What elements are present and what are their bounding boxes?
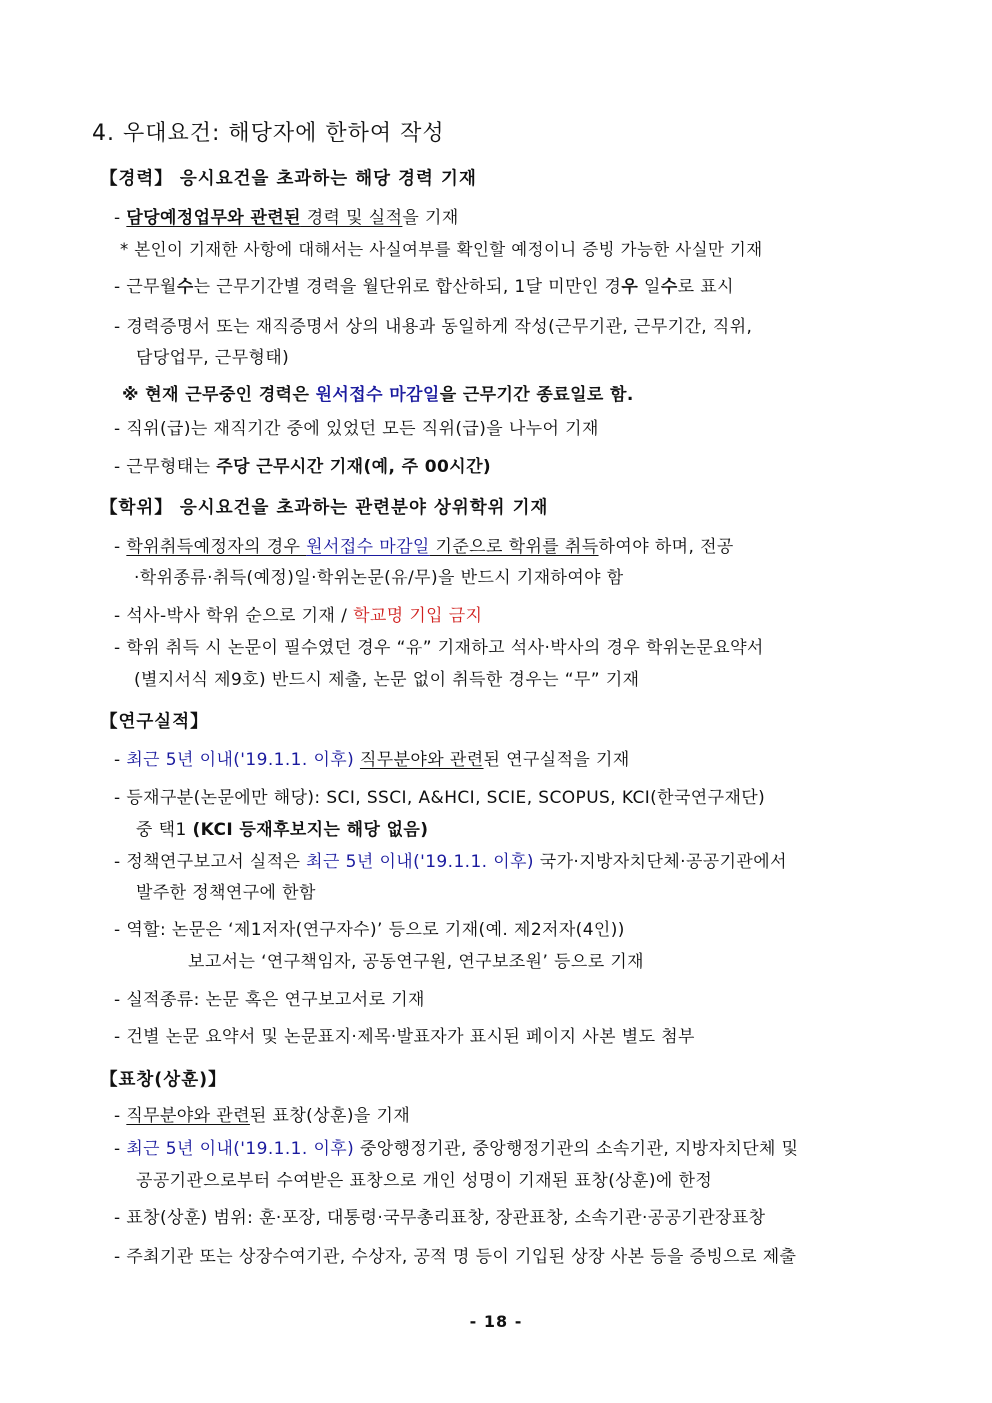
degree-line-4: - 학위 취득 시 논문이 필수였던 경우 “유” 기재하고 석사·박사의 경우 학위논문요약서	[114, 638, 764, 658]
deadline-highlight: 원서접수 마감일	[315, 385, 440, 405]
research-line-8: - 실적종류: 논문 혹은 연구보고서로 기재	[114, 990, 425, 1010]
award-line-5: - 주최기관 또는 상장수여기관, 수상자, 공적 명 등이 기입된 상장 사본 등을 증빙으로 제출	[114, 1247, 797, 1267]
career-heading: 【경력】 응시요건을 초과하는 해당 경력 기재	[100, 169, 477, 189]
school-name-forbidden: 학교명 기입 금지	[353, 606, 483, 626]
page-number: - 18 -	[469, 1312, 523, 1331]
degree-line-2: ·학위종류·취득(예정)일·학위논문(유/무)을 반드시 기재하여야 함	[134, 568, 624, 588]
career-duty-underlined: 담당예정업무와 관련된	[126, 208, 301, 228]
degree-line-3: - 석사-박사 학위 순으로 기재 / 학교명 기입 금지	[114, 606, 483, 626]
career-line-1: - 담당예정업무와 관련된 경력 및 실적을 기재	[114, 208, 459, 228]
section-title: 4. 우대요건: 해당자에 한하여 작성	[92, 121, 445, 146]
award-line-3: 공공기관으로부터 수여받은 표창으로 개인 성명이 기재된 표창(상훈)에 한정	[136, 1171, 713, 1191]
career-line-3: - 근무월수는 근무기간별 경력을 월단위로 합산하되, 1달 미만인 경우 일수로 표시	[114, 277, 734, 297]
research-line-4: - 정책연구보고서 실적은 최근 5년 이내('19.1.1. 이후) 국가·지방자치단체·공공기관에서	[114, 852, 787, 872]
research-line-2: - 등재구분(논문에만 해당): SCI, SSCI, A&HCI, SCIE, SCOPUS, KCI(한국연구재단)	[114, 788, 766, 808]
research-heading: 【연구실적】	[100, 712, 209, 732]
research-line-3: 중 택1 (KCI 등재후보지는 해당 없음)	[136, 820, 429, 840]
research-line-9: - 건별 논문 요약서 및 논문표지·제목·발표자가 표시된 페이지 사본 별도 첨부	[114, 1027, 695, 1047]
career-line-4: - 경력증명서 또는 재직증명서 상의 내용과 동일하게 작성(근무기관, 근무기간, 직위,	[114, 317, 753, 337]
career-notice: ※ 현재 근무중인 경력은 원서접수 마감일을 근무기간 종료일로 함.	[122, 385, 634, 405]
research-line-6: - 역할: 논문은 ‘제1저자(연구자수)’ 등으로 기재(예. 제2저자(4인))	[114, 920, 625, 940]
degree-deadline-highlight: 원서접수 마감일	[306, 537, 430, 557]
award-line-4: - 표창(상훈) 범위: 훈·포장, 대통령·국무총리표창, 장관표창, 소속기관·공공기관장표창	[114, 1208, 766, 1228]
award-heading: 【표창(상훈)】	[100, 1070, 227, 1090]
award-line-1: - 직무분야와 관련된 표창(상훈)을 기재	[114, 1106, 411, 1126]
career-line-5: 담당업무, 근무형태)	[136, 348, 290, 368]
degree-line-5: (별지서식 제9호) 반드시 제출, 논문 없이 취득한 경우는 “무” 기재	[134, 670, 640, 690]
research-line-7: 보고서는 ‘연구책임자, 공동연구원, 연구보조원’ 등으로 기재	[188, 952, 644, 972]
career-record-underlined: 경력 및 실적	[300, 208, 403, 228]
degree-line-1: - 학위취득예정자의 경우 원서접수 마감일 기준으로 학위를 취득하여야 하며, 전공	[114, 537, 734, 557]
degree-heading: 【학위】 응시요건을 초과하는 관련분야 상위학위 기재	[100, 498, 549, 518]
career-line-8: - 근무형태는 주당 근무시간 기재(예, 주 00시간)	[114, 457, 492, 477]
research-line-1: - 최근 5년 이내('19.1.1. 이후) 직무분야와 관련된 연구실적을 기재	[114, 750, 630, 770]
career-note: * 본인이 기재한 사항에 대해서는 사실여부를 확인할 예정이니 증빙 가능한 사실만 기재	[120, 240, 763, 259]
research-line-5: 발주한 정책연구에 한함	[136, 883, 316, 903]
career-line-7: - 직위(급)는 재직기간 중에 있었던 모든 직위(급)을 나누어 기재	[114, 419, 599, 439]
award-line-2: - 최근 5년 이내('19.1.1. 이후) 중앙행정기관, 중앙행정기관의 소속기관, 지방자치단체 및	[114, 1139, 799, 1159]
